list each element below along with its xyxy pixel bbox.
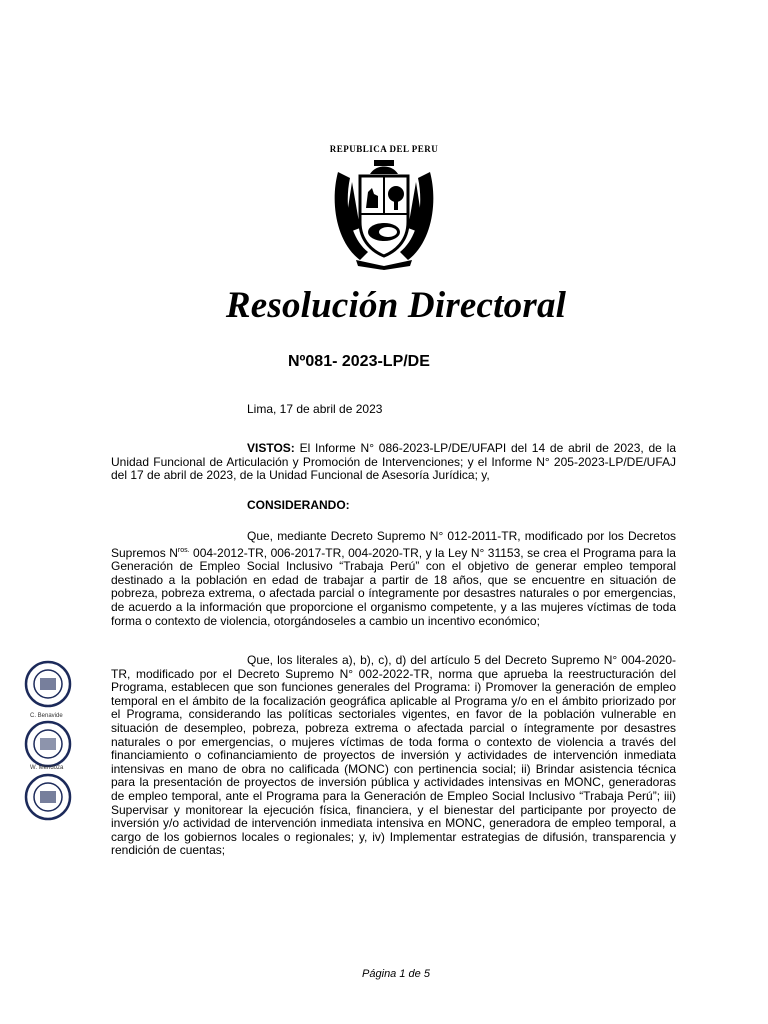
- considerando-heading: CONSIDERANDO:: [247, 498, 350, 512]
- vistos-paragraph: [111, 442, 676, 483]
- stamp-2-signature: W. Mendoza: [30, 765, 64, 771]
- paragraph-1-start: Que, mediante Decreto Supremo N° 012-2011-TR, modificado por los Decretos Supremos N: [111, 529, 676, 560]
- approval-stamp-2: [24, 720, 72, 768]
- approval-stamp-3: [24, 773, 72, 821]
- vistos-label: VISTOS:: [247, 441, 295, 455]
- date-line: Lima, 17 de abril de 2023: [247, 402, 383, 416]
- paragraph-2: Que, los literales a), b), c), d) del artículo 5 del Decreto Supremo N° 004-2020-TR, modificado por el Decreto Supremo N° 002-2022-TR, norma que aprueba la reestructuración del Programa, establecen que son funciones generales del Programa: i) Promover la generación de empleo temporal en el ámbito de la focalización geográfica aplicable al Programa y/o en el ámbito priorizado por el Programa, considerando las políticas sectoriales vigentes, en favor de la población vulnerable en situación de desempleo, pobreza, pobreza extrema o afectada parcial o íntegramente por desastres naturales o por emergencias, o mujeres víctimas de toda forma o contexto de violencia a través del financiamiento o cofinanciamiento de proyectos de inversión y actividades de intervención inmediata intensivas en mano de obra no calificada (MONC) con pertinencia social; ii) Brindar asistencia técnica para la presentación de proyectos de inversión pública y actividades intensivas en MONC, generadoras de empleo temporal, ante el Programa para la Generación de Empleo Social Inclusivo “Trabaja Perú”; iii) Supervisar y monitorear la ejecución física, financiera, y el bienestar del participante por proyecto de inversión y/o actividad de intervención inmediata intensiva en MONC, generadora de empleo temporal, a cargo de los gobiernos locales o regionales; y, iv) Implementar estrategias de difusión, transparencia y rendición de cuentas;: [111, 653, 676, 858]
- resolution-number: Nº081- 2023-LP/DE: [288, 353, 430, 370]
- approval-stamp-1: [24, 660, 72, 708]
- paragraph-1: [111, 530, 676, 628]
- seal-caption: REPUBLICA DEL PERU: [329, 144, 439, 154]
- paragraph-1-end: 004-2012-TR, 006-2017-TR, 004-2020-TR, y la Ley N° 31153, se crea el Programa para la Generación de Empleo Social Inclusivo “Trabaja Perú” con el objetivo de generar empleo temporal destinado a la población en edad de trabajar a partir de 18 años, que se encuentre en situación de pobreza, pobreza extrema, o afectada parcial o íntegramente por desastres naturales o por emergencias, de acuerdo a la información que proporcione el organismo competente, y a las mujeres víctimas de toda forma o contexto de violencia, otorgándoseles a cambio un incentivo económico;: [111, 545, 676, 628]
- stamp-1-signature: C. Benavide: [30, 713, 63, 719]
- vistos-text: El Informe N° 086-2023-LP/DE/UFAPI del 14 de abril de 2023, de la Unidad Funcional de Articulación y Promoción de Intervenciones; y el Informe N° 205-2023-LP/DE/UFAJ del 17 de abril de 2023, de la Unidad Funcional de Asesoría Jurídica; y,: [111, 441, 676, 483]
- coat-of-arms-seal: [330, 142, 438, 270]
- document-title: Resolución Directoral: [225, 285, 567, 326]
- paragraph-1-superscript: ros.: [177, 546, 190, 554]
- page-footer: Página 1 de 5: [362, 968, 430, 980]
